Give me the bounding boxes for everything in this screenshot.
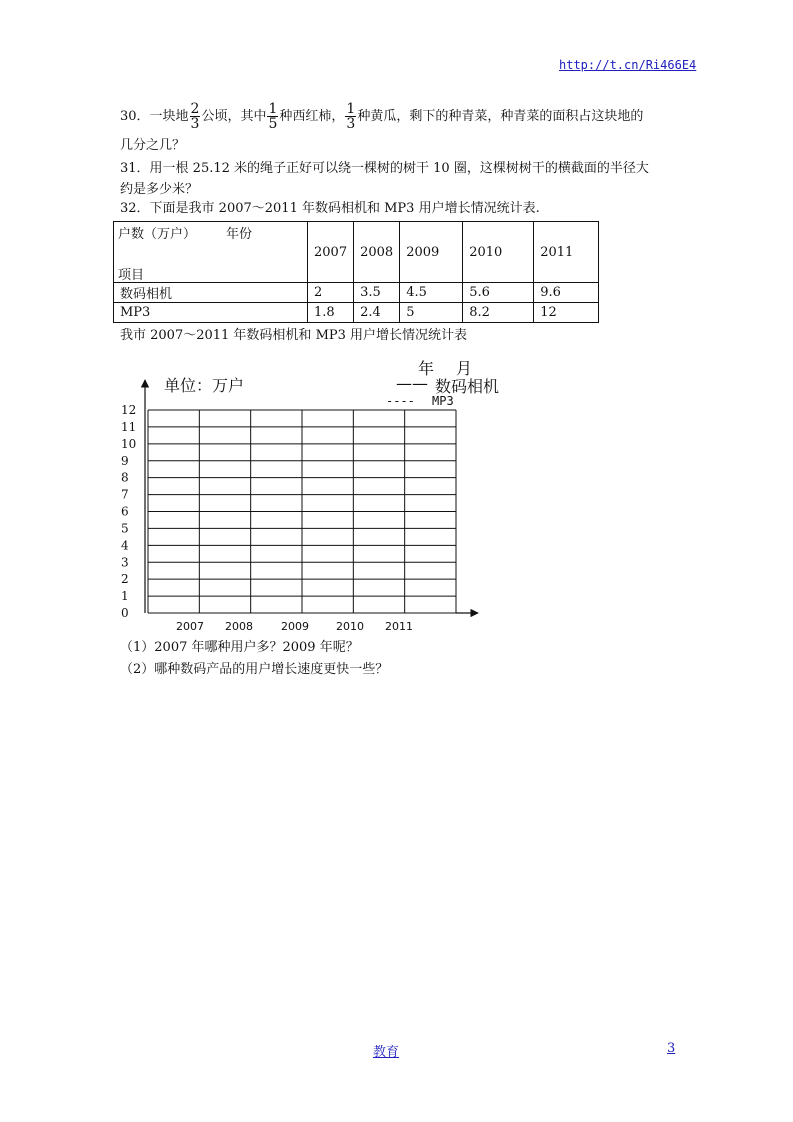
legend-marker-solid: —— <box>396 374 428 393</box>
y-tick-label: 0 <box>121 606 129 620</box>
x-tick-label: 2009 <box>281 620 309 633</box>
chart-title: 我市 2007～2011 年数码相机和 MP3 用户增长情况统计表 <box>120 328 468 343</box>
y-tick-label: 1 <box>121 589 129 604</box>
table-cell: 3.5 <box>354 283 400 303</box>
y-tick-label: 10 <box>121 436 137 451</box>
y-tick-label: 3 <box>121 555 129 570</box>
q30-text-1: 30．一块地 <box>120 109 189 124</box>
fraction-one-third: $\frac{1}{3}$ <box>346 101 356 132</box>
row-label: 数码相机 <box>114 283 308 303</box>
table-cell: 9.6 <box>534 283 599 303</box>
q30-text-4: 种黄瓜，剩下的种青菜，种青菜的面积占这块地的 <box>357 109 644 124</box>
statistics-table <box>113 221 599 323</box>
y-tick-label: 12 <box>121 403 137 417</box>
chart-grid <box>148 410 456 613</box>
table-cell: 5.6 <box>463 283 534 303</box>
y-tick-label: 5 <box>121 521 129 536</box>
table-cell: 8.2 <box>463 303 534 323</box>
legend-marker-dashed: ---- <box>386 394 415 408</box>
chart-date-month: 月 <box>456 359 473 378</box>
sub-question-2: （2）哪种数码产品的用户增长速度更快一些？ <box>120 662 389 677</box>
y-tick-label: 8 <box>121 470 129 485</box>
table-cell: 5 <box>400 303 463 323</box>
table-row <box>114 283 599 303</box>
y-tick-label: 11 <box>121 419 137 434</box>
y-tick-label: 2 <box>121 572 129 587</box>
year-cell: 2011 <box>534 222 599 283</box>
year-cell: 2009 <box>400 222 463 283</box>
year-cell: 2008 <box>354 222 400 283</box>
x-tick-label: 2007 <box>176 620 204 633</box>
legend-label-mp3: MP3 <box>432 394 454 408</box>
q30-text-2: 公顷，其中 <box>201 109 267 124</box>
y-tick-label: 7 <box>121 487 129 502</box>
table-cell: 12 <box>534 303 599 323</box>
table-cell: 4.5 <box>400 283 463 303</box>
header-households: 户数（万户） <box>118 227 197 242</box>
question-30-line2: 几分之几？ <box>120 138 186 153</box>
table-corner-cell <box>114 222 308 283</box>
fraction-two-thirds: $\frac{2}{3}$ <box>190 101 200 132</box>
table-cell: 2.4 <box>354 303 400 323</box>
header-year: 年份 <box>226 227 253 242</box>
x-tick-label: 2010 <box>336 620 364 633</box>
question-31-line2: 约是多少米？ <box>120 182 199 197</box>
chart-date-year: 年 <box>418 359 435 378</box>
table-header-row <box>114 222 599 283</box>
x-tick-label: 2008 <box>225 620 253 633</box>
question-32-intro: 32．下面是我市 2007～2011 年数码相机和 MP3 用户增长情况统计表. <box>120 201 540 216</box>
sub-question-1: （1）2007 年哪种用户多？2009 年呢？ <box>120 640 359 655</box>
table-row <box>114 303 599 323</box>
y-tick-label: 9 <box>121 453 129 468</box>
year-cell: 2010 <box>463 222 534 283</box>
q30-text-3: 种西红柿， <box>279 109 345 124</box>
question-30-line1 <box>120 102 643 131</box>
fraction-one-fifth: $\frac{1}{5}$ <box>268 101 278 132</box>
row-label: MP3 <box>114 303 308 323</box>
legend-label-camera: 数码相机 <box>435 377 500 396</box>
chart-axes <box>145 380 478 613</box>
year-cell: 2007 <box>308 222 354 283</box>
y-tick-label: 4 <box>121 538 129 553</box>
x-tick-label: 2011 <box>385 620 413 633</box>
chart-labels <box>121 403 413 633</box>
table-cell: 1.8 <box>308 303 354 323</box>
question-31-line1: 31．用一根 25.12 米的绳子正好可以绕一棵树的树干 10 圈，这棵树树干的横截面的半径大 <box>120 161 649 176</box>
header-link[interactable]: http://t.cn/Ri466E4 <box>559 58 697 72</box>
page-number[interactable]: 3 <box>667 1041 676 1056</box>
chart-unit-label: 单位：万户 <box>164 376 245 395</box>
table-cell: 2 <box>308 283 354 303</box>
header-item: 项目 <box>118 268 145 283</box>
footer-link[interactable]: 教育 <box>373 1045 400 1060</box>
y-tick-label: 6 <box>121 504 129 519</box>
